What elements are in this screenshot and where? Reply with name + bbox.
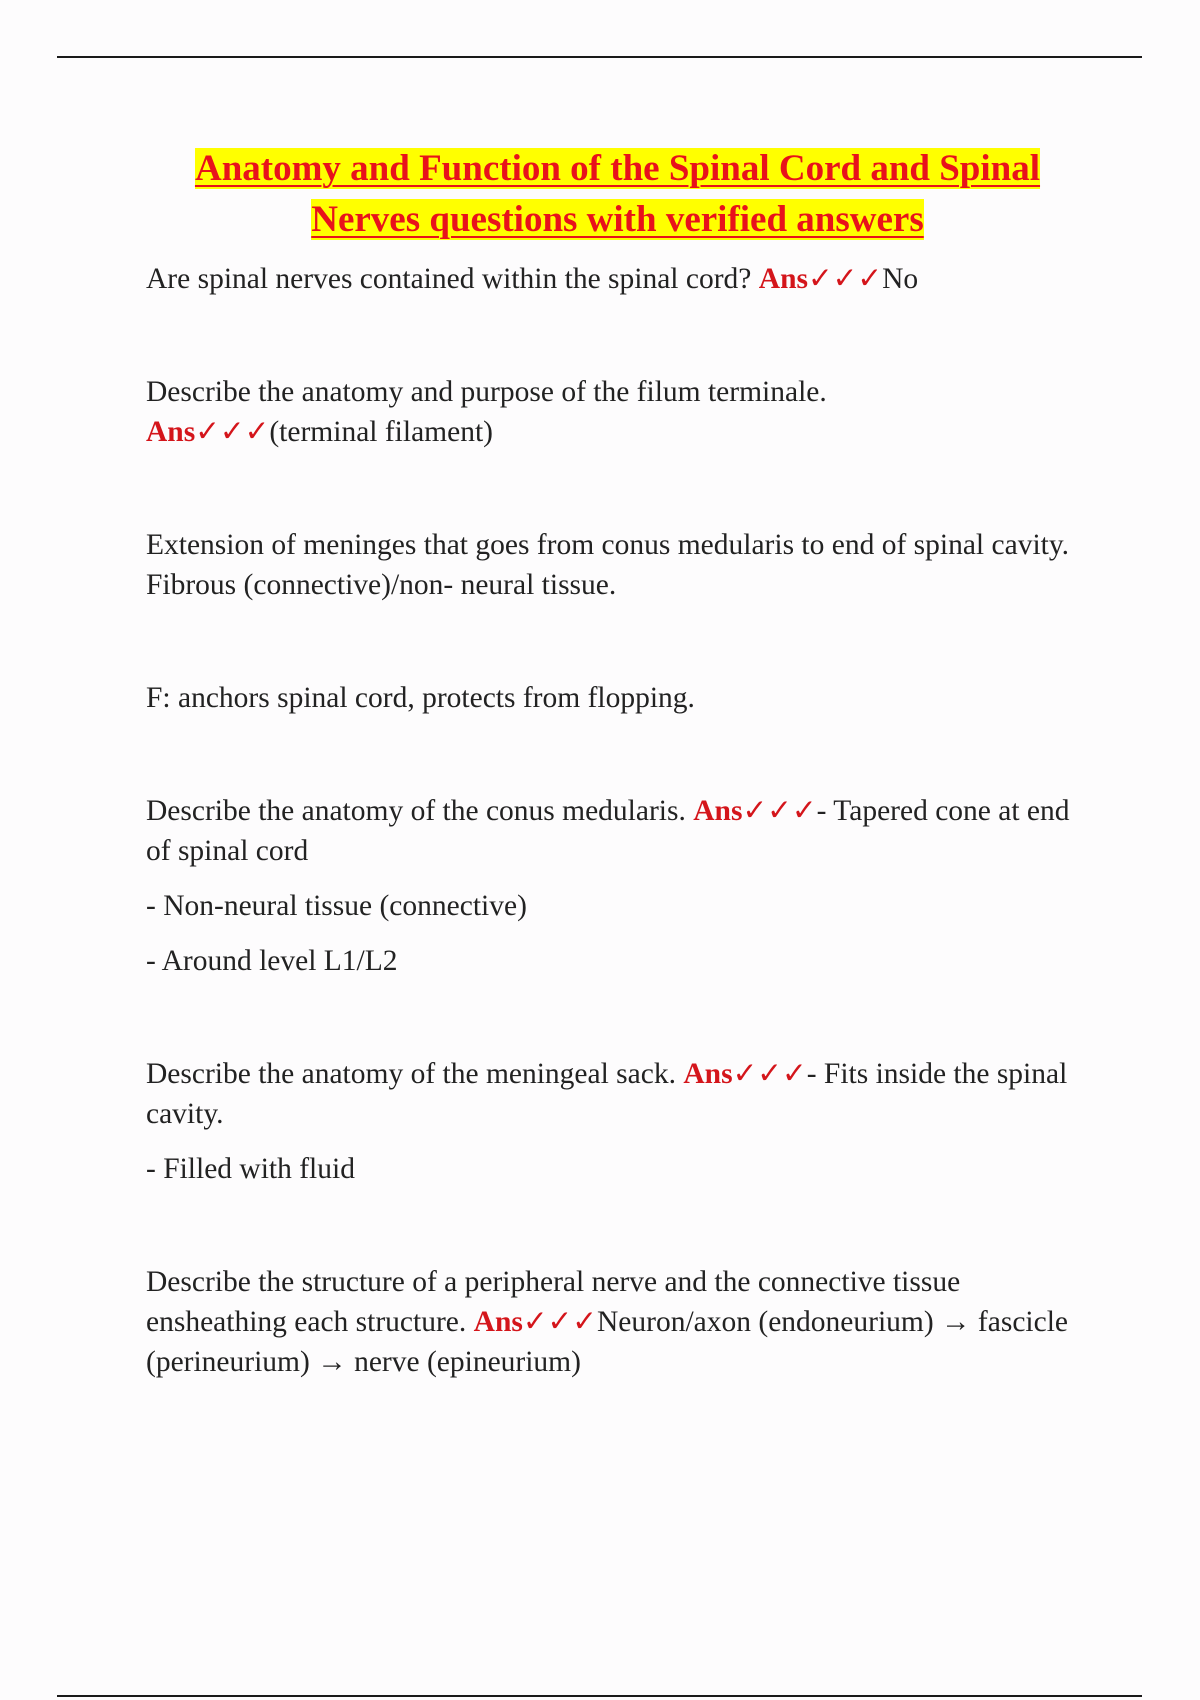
question-text: Describe the anatomy of the meningeal sack. — [146, 1058, 676, 1090]
paragraph-anchors: F: anchors spinal cord, protects from flopping. — [146, 682, 695, 714]
answer-marker — [146, 416, 269, 448]
question-text: Describe the structure of a peripheral nerve and the connective tissue ensheathing each structure. — [146, 1266, 961, 1338]
ans-label: Ans — [683, 1058, 733, 1090]
checkmark-icon: ✓✓✓ — [732, 1058, 807, 1090]
answer-text: (terminal filament) — [269, 416, 493, 448]
question-text: Describe the anatomy and purpose of the filum terminale. — [146, 376, 827, 408]
title-line-1: Anatomy and Function of the Spinal Cord and Spinal — [194, 148, 1041, 189]
answer-marker — [693, 795, 816, 827]
ans-label: Ans — [146, 416, 196, 448]
document-body — [146, 259, 1086, 1382]
qa-item-5 — [146, 1262, 1086, 1382]
checkmark-icon: ✓✓✓ — [807, 263, 883, 295]
answer-text: - Tapered cone at end of spinal cord — [146, 795, 1070, 867]
qa-item-3 — [146, 791, 1086, 871]
ans-label: Ans — [693, 795, 743, 827]
list-item: - Non-neural tissue (connective) — [146, 890, 527, 922]
top-rule — [57, 56, 1142, 58]
checkmark-icon: ✓✓✓ — [195, 416, 270, 448]
list-item: - Around level L1/L2 — [146, 945, 398, 977]
answer-marker — [683, 1058, 806, 1090]
answer-text: Neuron/axon (endoneurium) → fascicle (perineurium) → nerve (epineurium) — [146, 1306, 1069, 1378]
checkmark-icon: ✓✓✓ — [522, 1306, 597, 1338]
bottom-rule — [57, 1695, 1142, 1697]
qa-item-4 — [146, 1054, 1086, 1134]
paragraph-meninges-extension: Extension of meninges that goes from conus medularis to end of spinal cavity. Fibrous (connective)/non- neural tissue. — [146, 529, 1070, 601]
title-line-2: Nerves questions with verified answers — [311, 199, 924, 240]
ans-label: Ans — [758, 263, 808, 295]
question-text: Are spinal nerves contained within the spinal cord? — [146, 263, 752, 295]
answer-marker — [474, 1306, 597, 1338]
answer-text: No — [882, 263, 919, 295]
ans-label: Ans — [473, 1306, 523, 1338]
qa-item-2 — [146, 372, 1086, 452]
question-text: Describe the anatomy of the conus medularis. — [146, 795, 686, 827]
list-item: - Filled with fluid — [146, 1153, 355, 1185]
checkmark-icon: ✓✓✓ — [742, 795, 817, 827]
answer-text: - Fits inside the spinal cavity. — [146, 1058, 1068, 1130]
answer-marker — [759, 263, 882, 295]
page-title — [120, 143, 1115, 245]
qa-item-1 — [146, 259, 1086, 299]
